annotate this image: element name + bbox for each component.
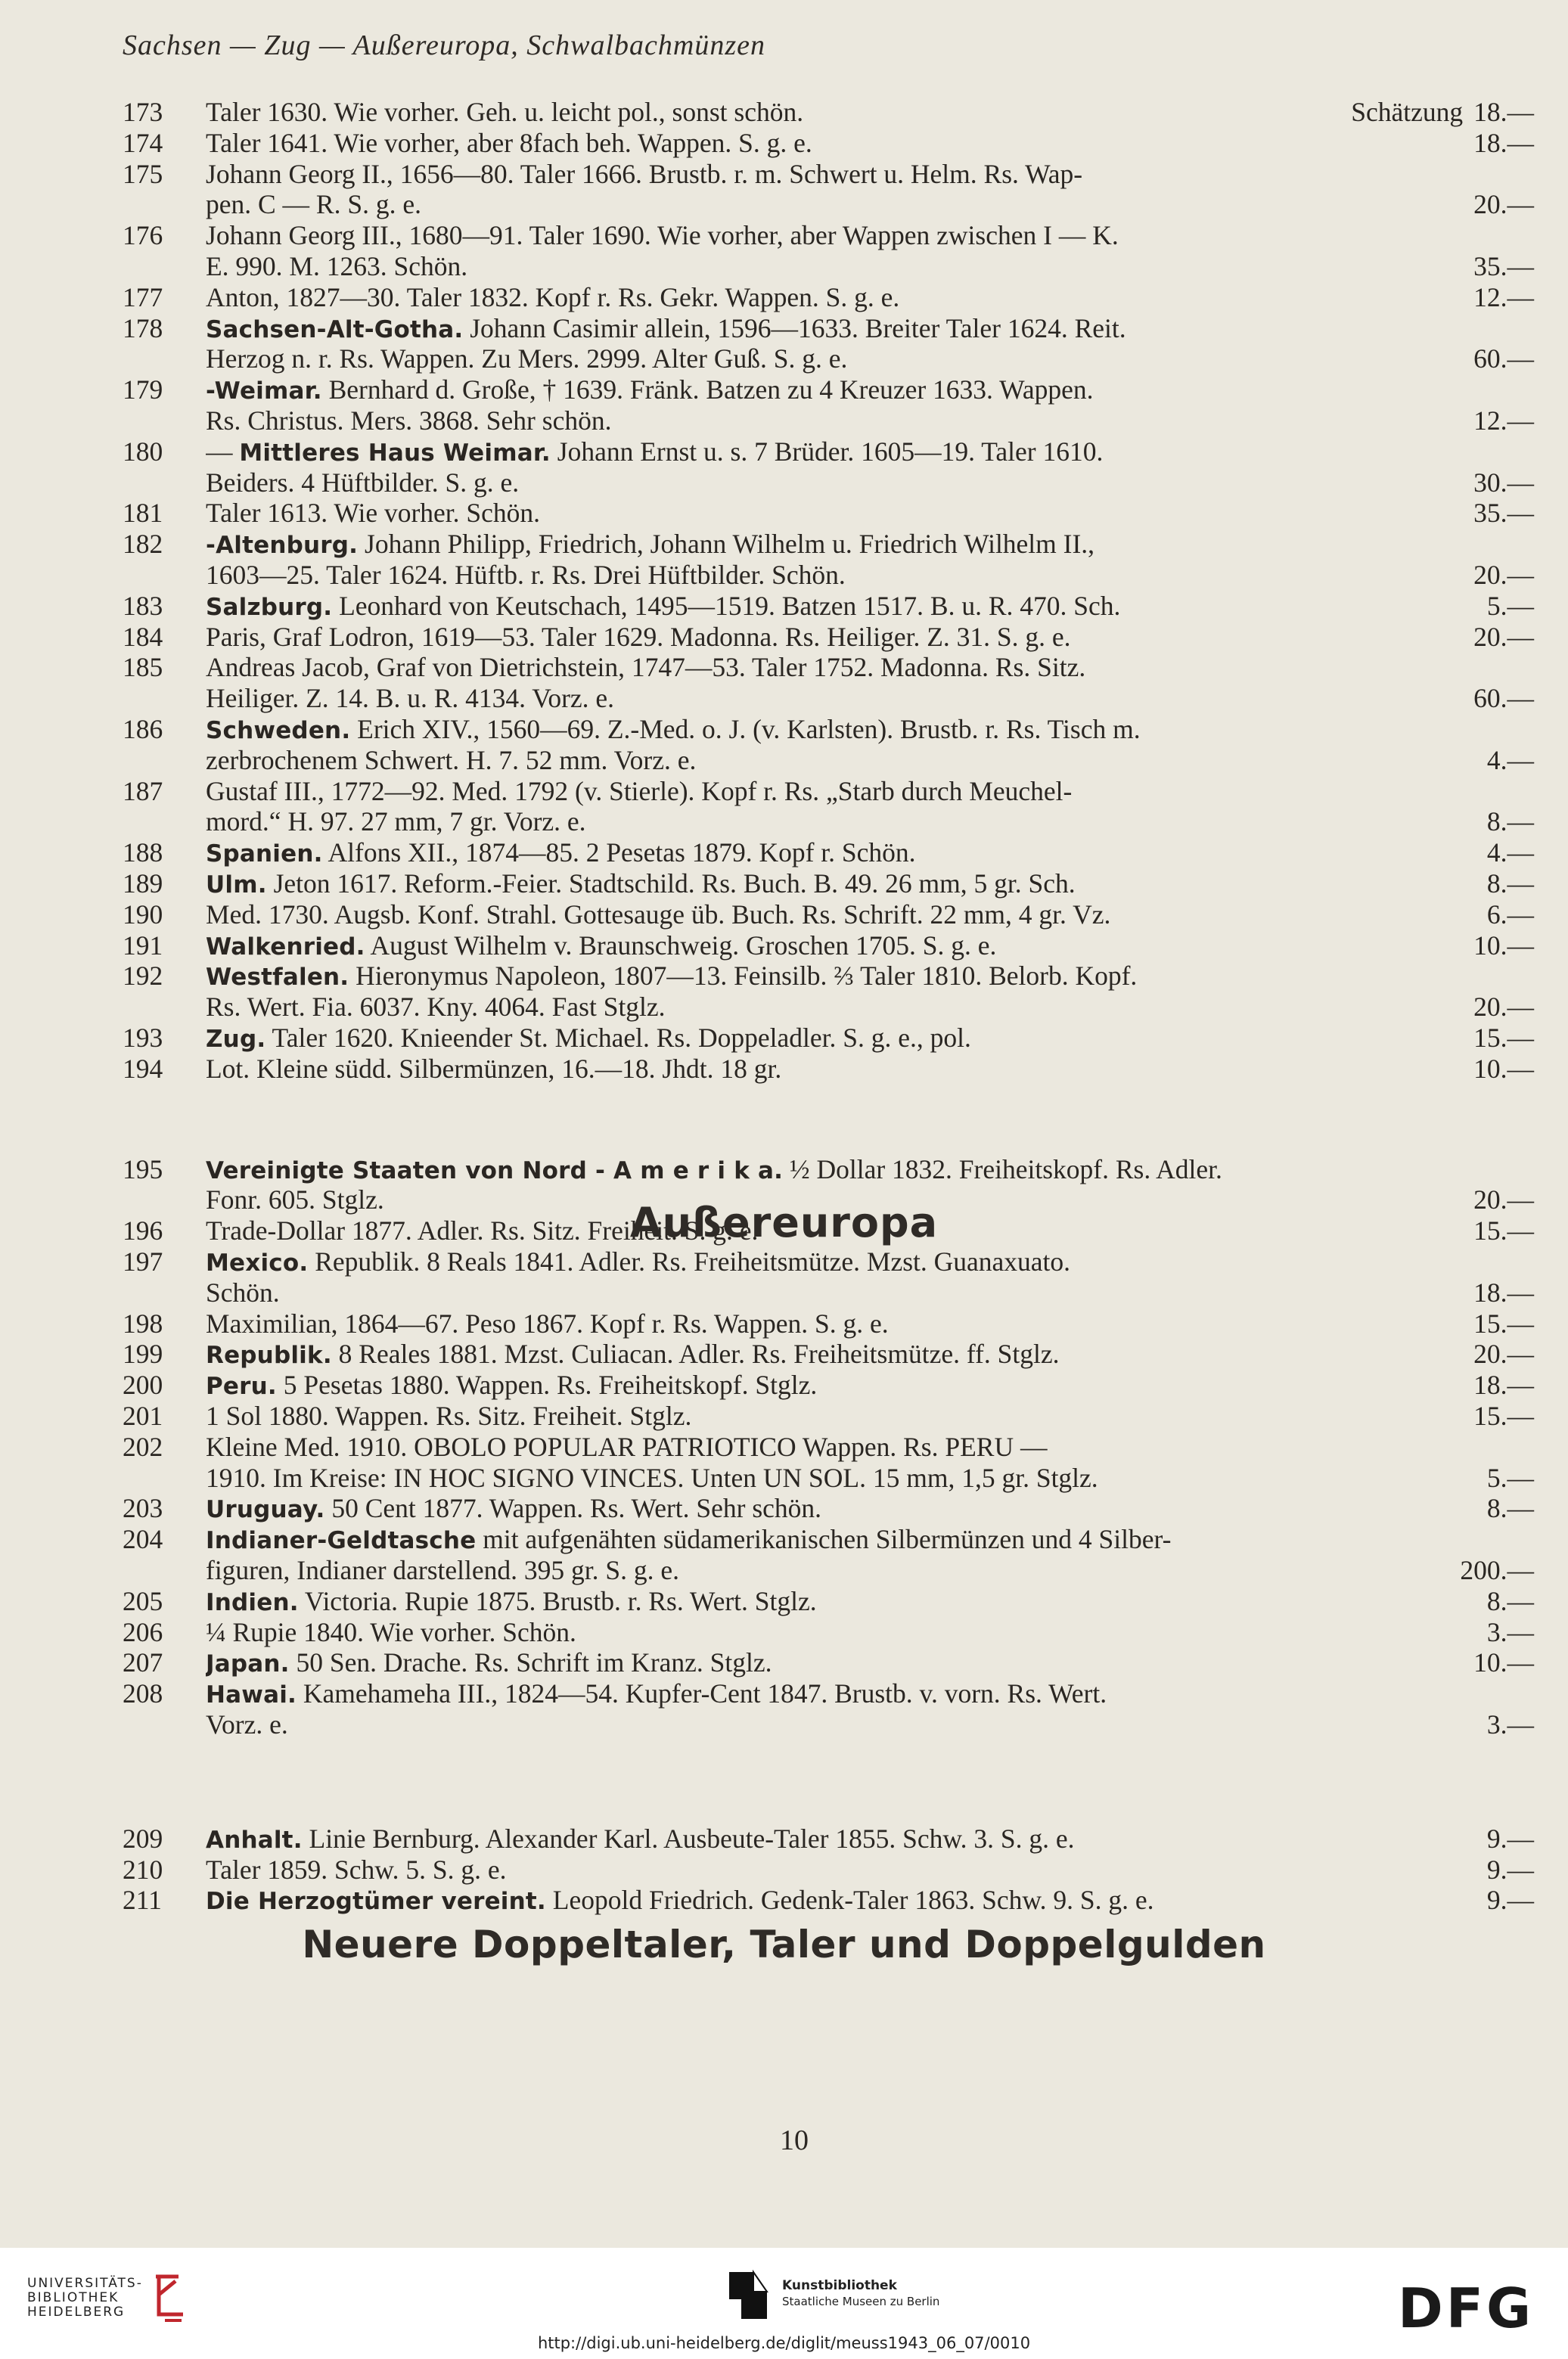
- lot-heading: Mittleres Haus Weimar.: [239, 439, 551, 467]
- lot-description: [206, 560, 1463, 590]
- lot-text: Schön.: [206, 1277, 280, 1308]
- lot-price: 8.—: [1486, 1493, 1534, 1524]
- lot-entry: [123, 714, 1534, 744]
- lot-number: 189: [123, 868, 163, 899]
- lot-price: 9.—: [1486, 1854, 1534, 1885]
- lot-text: Johann Ernst u. s. 7 Brüder. 1605—19. Taler 1610.: [550, 436, 1104, 467]
- lot-entry: [123, 1246, 1534, 1277]
- lot-entry: [123, 529, 1534, 560]
- lot-entry: [123, 930, 1534, 961]
- lot-number: 211: [123, 1885, 162, 1916]
- lot-number: 190: [123, 899, 163, 930]
- lot-text: Lot. Kleine südd. Silbermünzen, 16.—18. Jhdt. 18 gr.: [206, 1053, 782, 1084]
- lot-price: 6.—: [1486, 899, 1534, 930]
- lot-text: 50 Sen. Drache. Rs. Schrift im Kranz. Stglz.: [289, 1647, 772, 1678]
- lot-price: 18.—: [1473, 97, 1534, 127]
- lot-description: [206, 405, 1463, 436]
- lot-text: Erich XIV., 1560—69. Z.-Med. o. J. (v. Karlsten). Brustb. r. Rs. Tisch m.: [350, 714, 1141, 744]
- lot-entry: [123, 97, 1534, 127]
- lot-number: 202: [123, 1431, 163, 1462]
- lot-number: 195: [123, 1153, 163, 1184]
- lot-text: ¼ Rupie 1840. Wie vorher. Schön.: [206, 1616, 576, 1647]
- lot-text: Fonr. 605. Stglz.: [206, 1184, 384, 1215]
- lot-text: Anton, 1827—30. Taler 1832. Kopf r. Rs. Gekr. Wappen. S. g. e.: [206, 281, 900, 312]
- lot-text: Maximilian, 1864—67. Peso 1867. Kopf r. Rs. Wappen. S. g. e.: [206, 1308, 889, 1339]
- section-heading-ausser: Außereuropa: [629, 1199, 939, 1246]
- lot-entry: [123, 899, 1534, 930]
- lot-price: 4.—: [1486, 744, 1534, 775]
- lot-description: [206, 868, 1476, 900]
- lot-description: [206, 159, 1534, 189]
- kunstbibliothek-title: Kunstbibliothek: [782, 2278, 897, 2293]
- lot-text: Rs. Christus. Mers. 3868. Sehr schön.: [206, 405, 612, 436]
- section-heading-neuere: Neuere Doppeltaler, Taler und Doppelgulden: [302, 1923, 1266, 1966]
- lot-price: 60.—: [1473, 343, 1534, 374]
- lot-entry: [123, 837, 1534, 868]
- lot-text: Taler 1613. Wie vorher. Schön.: [206, 498, 541, 529]
- running-head: Sachsen — Zug — Außereuropa, Schwalbachmünzen: [123, 29, 765, 61]
- lot-description: [206, 1647, 1463, 1679]
- lot-price: 5.—: [1486, 1462, 1534, 1493]
- lot-entry: [123, 1678, 1534, 1709]
- lot-text: Johann Casimir allein, 1596—1633. Breiter Taler 1624. Reit.: [463, 312, 1126, 343]
- lot-entry-continuation: [206, 1709, 1534, 1740]
- lot-description: [206, 282, 1463, 312]
- lot-number: 208: [123, 1678, 163, 1709]
- lot-number: 199: [123, 1339, 163, 1370]
- lot-price: 30.—: [1473, 467, 1534, 498]
- lot-description: [206, 714, 1534, 746]
- lot-price: 35.—: [1473, 498, 1534, 529]
- lot-price: 18.—: [1473, 1277, 1534, 1308]
- lot-heading: Walkenried.: [206, 933, 365, 961]
- lot-price: 9.—: [1486, 1885, 1534, 1916]
- lot-entry: [123, 1885, 1534, 1916]
- lot-price: 10.—: [1473, 930, 1534, 961]
- lot-entry: [123, 1053, 1534, 1084]
- lot-heading: Westfalen.: [206, 964, 349, 992]
- footer-bar: [0, 2248, 1568, 2359]
- lot-price: 20.—: [1473, 1339, 1534, 1370]
- lot-text: 8 Reales 1881. Mzst. Culiacan. Adler. Rs. Freiheitsmütze. ff. Stglz.: [331, 1339, 1060, 1370]
- lot-description: [206, 467, 1463, 498]
- lot-number: 206: [123, 1616, 163, 1647]
- lot-price: 8.—: [1486, 868, 1534, 899]
- lot-entry: [123, 1493, 1534, 1524]
- lot-heading: Republik.: [206, 1342, 332, 1370]
- dfg-logo: DFG: [1398, 2277, 1535, 2340]
- lot-text: Leonhard von Keutschach, 1495—1519. Batzen 1517. B. u. R. 470. Sch.: [332, 590, 1121, 621]
- lot-description: [206, 313, 1534, 345]
- lot-price: 60.—: [1473, 683, 1534, 714]
- lot-number: 181: [123, 498, 163, 529]
- lot-number: 179: [123, 374, 163, 405]
- lot-number: 200: [123, 1370, 163, 1401]
- lot-description: [206, 1824, 1476, 1855]
- lot-number: 210: [123, 1854, 163, 1885]
- lot-description: [206, 1678, 1534, 1710]
- lot-description: [206, 776, 1534, 806]
- lot-entry: [123, 1339, 1534, 1370]
- lot-number: 178: [123, 312, 163, 343]
- lot-description: [206, 436, 1534, 468]
- lot-price: 20.—: [1473, 1184, 1534, 1215]
- lot-text: mit aufgenähten südamerikanischen Silbermünzen und 4 Silber-: [476, 1524, 1172, 1555]
- lot-number: 198: [123, 1308, 163, 1339]
- lot-text: Leopold Friedrich. Gedenk-Taler 1863. Schw. 9. S. g. e.: [545, 1885, 1154, 1916]
- lot-text: Med. 1730. Augsb. Konf. Strahl. Gottesauge üb. Buch. Rs. Schrift. 22 mm, 4 gr. Vz.: [206, 899, 1111, 930]
- lot-heading: Hawai.: [206, 1681, 297, 1709]
- lot-price: 10.—: [1473, 1647, 1534, 1678]
- lot-entry: [123, 1153, 1534, 1184]
- lot-text: Andreas Jacob, Graf von Dietrichstein, 1747—53. Taler 1752. Madonna. Rs. Sitz.: [206, 652, 1086, 683]
- lot-description: [206, 1339, 1463, 1370]
- lot-price: 35.—: [1473, 251, 1534, 281]
- lot-number: 192: [123, 961, 163, 992]
- lot-entry-continuation: [206, 1463, 1534, 1493]
- lot-heading: Japan.: [206, 1650, 290, 1678]
- lot-text: Beiders. 4 Hüftbilder. S. g. e.: [206, 467, 520, 498]
- university-label-line: BIBLIOTHEK: [27, 2290, 120, 2305]
- lot-number: 197: [123, 1246, 163, 1277]
- kunstbibliothek-logo-icon: [726, 2269, 770, 2322]
- lot-text: Republik. 8 Reals 1841. Adler. Rs. Freiheitsmütze. Mzst. Guanaxuato.: [308, 1246, 1071, 1277]
- lot-description: [206, 1246, 1534, 1278]
- lot-description: [206, 1855, 1476, 1885]
- lot-number: 193: [123, 1023, 163, 1053]
- lot-price: 8.—: [1486, 1585, 1534, 1616]
- lot-text: 1603—25. Taler 1624. Hüftb. r. Rs. Drei Hüftbilder. Schön.: [206, 560, 846, 590]
- lot-price: 15.—: [1473, 1023, 1534, 1053]
- lot-text: Taler 1630. Wie vorher. Geh. u. leicht pol., sonst schön.: [206, 97, 804, 127]
- lot-text: Heiliger. Z. 14. B. u. R. 4134. Vorz. e.: [206, 683, 615, 714]
- lot-text: Johann Georg III., 1680—91. Taler 1690. Wie vorher, aber Wappen zwischen I — K.: [206, 220, 1119, 251]
- lot-heading: Spanien.: [206, 840, 323, 868]
- lot-text: Rs. Wert. Fia. 6037. Kny. 4064. Fast Stglz.: [206, 992, 666, 1023]
- lot-text: figuren, Indianer darstellend. 395 gr. S. g. e.: [206, 1555, 680, 1585]
- lot-entry: [123, 590, 1534, 621]
- lot-text: —: [206, 436, 240, 467]
- lot-entry-continuation: [206, 343, 1534, 374]
- lot-text: 1 Sol 1880. Wappen. Rs. Sitz. Freiheit. Stglz.: [206, 1401, 692, 1431]
- lot-number: 176: [123, 220, 163, 251]
- lot-description: [206, 961, 1534, 992]
- lot-entry: [123, 961, 1534, 992]
- lot-price: 20.—: [1473, 992, 1534, 1023]
- lot-price: 4.—: [1486, 837, 1534, 868]
- lot-text: Johann Georg II., 1656—80. Taler 1666. Brustb. r. m. Schwert u. Helm. Rs. Wap-: [206, 158, 1083, 189]
- lot-description: [206, 1023, 1463, 1054]
- lot-description: [206, 837, 1476, 869]
- lot-text: pen. C — R. S. g. e.: [206, 189, 421, 220]
- lot-entry: [123, 652, 1534, 683]
- lot-number: 174: [123, 127, 163, 158]
- lot-text: E. 990. M. 1263. Schön.: [206, 251, 468, 281]
- lot-text: Taler 1859. Schw. 5. S. g. e.: [206, 1854, 507, 1885]
- lot-price: 20.—: [1473, 560, 1534, 590]
- lot-text: Vorz. e.: [206, 1709, 288, 1740]
- lot-price: 10.—: [1473, 1053, 1534, 1084]
- lot-heading: Schweden.: [206, 717, 351, 744]
- lot-description: [206, 1370, 1463, 1401]
- lot-description: [206, 1054, 1463, 1084]
- lot-price: 200.—: [1460, 1555, 1534, 1585]
- lot-heading: Sachsen-Alt-Gotha.: [206, 315, 464, 343]
- lot-description: [206, 806, 1476, 837]
- lot-description: [206, 622, 1463, 652]
- lot-description: [206, 1277, 1463, 1308]
- lot-text: Taler 1641. Wie vorher, aber 8fach beh. Wappen. S. g. e.: [206, 127, 812, 158]
- lot-price: 20.—: [1473, 621, 1534, 652]
- lot-entry: [123, 1585, 1534, 1616]
- lot-text: 1910. Im Kreise: IN HOC SIGNO VINCES. Unten UN SOL. 15 mm, 1,5 gr. Stglz.: [206, 1462, 1098, 1493]
- lot-text: Linie Bernburg. Alexander Karl. Ausbeute-Taler 1855. Schw. 3. S. g. e.: [302, 1823, 1075, 1854]
- lot-number: 185: [123, 652, 163, 683]
- lot-text: Victoria. Rupie 1875. Brustb. r. Rs. Wert. Stglz.: [298, 1585, 817, 1616]
- lot-price: 18.—: [1473, 1370, 1534, 1401]
- lot-text: Herzog n. r. Rs. Wappen. Zu Mers. 2999. Alter Guß. S. g. e.: [206, 343, 848, 374]
- university-label-line: HEIDELBERG: [27, 2305, 126, 2320]
- source-url-link[interactable]: http://digi.ub.uni-heidelberg.de/diglit/meuss1943_06_07/0010: [537, 2334, 1031, 2352]
- lot-entry: [123, 158, 1534, 189]
- lot-description: [206, 374, 1534, 406]
- lot-entry-continuation: [206, 745, 1534, 775]
- lot-entry: [123, 621, 1534, 652]
- lot-entry-continuation: [206, 560, 1534, 590]
- lot-description: [206, 128, 1463, 158]
- lot-entry: [123, 436, 1534, 467]
- lot-text: ½ Dollar 1832. Freiheitskopf. Rs. Adler.: [783, 1153, 1222, 1184]
- lot-number: 205: [123, 1585, 163, 1616]
- lot-text: Bernhard d. Große, † 1639. Fränk. Batzen zu 4 Kreuzer 1633. Wappen.: [321, 374, 1094, 405]
- lot-heading: Indianer-Geldtasche: [206, 1527, 477, 1555]
- lot-description: [206, 1154, 1534, 1186]
- lot-heading: Ulm.: [206, 871, 267, 899]
- lot-description: [206, 97, 1340, 127]
- lot-price: 3.—: [1486, 1709, 1534, 1740]
- lot-description: [206, 189, 1463, 219]
- lot-description: [206, 683, 1463, 713]
- lot-number: 184: [123, 621, 163, 652]
- lot-heading: -Weimar.: [206, 377, 322, 405]
- lot-description: [206, 1885, 1476, 1917]
- lot-entry: [123, 281, 1534, 312]
- lot-entry-continuation: [206, 405, 1534, 436]
- lot-number: 186: [123, 714, 163, 744]
- lot-entry: [123, 1854, 1534, 1885]
- lot-number: 188: [123, 837, 163, 868]
- lot-description: [206, 529, 1534, 560]
- estimate-label: Schätzung: [1351, 97, 1464, 127]
- lot-price: 15.—: [1473, 1401, 1534, 1431]
- lot-description: [206, 992, 1463, 1022]
- lot-description: [206, 899, 1476, 930]
- lot-description: [206, 1586, 1476, 1618]
- lot-entry-continuation: [206, 1277, 1534, 1308]
- lot-text: 5 Pesetas 1880. Wappen. Rs. Freiheitskopf. Stglz.: [276, 1370, 818, 1401]
- lot-text: Kleine Med. 1910. OBOLO POPULAR PATRIOTICO Wappen. Rs. PERU —: [206, 1431, 1048, 1462]
- lot-entry-continuation: [206, 992, 1534, 1022]
- lot-heading: Salzburg.: [206, 593, 333, 621]
- lot-text: Taler 1620. Knieender St. Michael. Rs. Doppeladler. S. g. e., pol.: [265, 1023, 971, 1053]
- lot-description: [206, 1524, 1534, 1556]
- lot-description: [206, 498, 1463, 528]
- lot-description: [206, 251, 1463, 281]
- lot-number: 194: [123, 1053, 163, 1084]
- lot-number: 209: [123, 1823, 163, 1854]
- lot-entry: [123, 1647, 1534, 1678]
- lot-entry: [123, 1023, 1534, 1053]
- lot-number: 177: [123, 281, 163, 312]
- lot-number: 203: [123, 1493, 163, 1524]
- lot-description: [206, 1709, 1476, 1740]
- lot-description: [206, 1401, 1463, 1431]
- lot-description: [206, 1308, 1463, 1339]
- lot-entry: [123, 1308, 1534, 1339]
- lot-heading: Indien.: [206, 1588, 299, 1616]
- lot-number: 204: [123, 1524, 163, 1555]
- lot-number: 180: [123, 436, 163, 467]
- lot-price: 20.—: [1473, 189, 1534, 220]
- lot-description: [206, 930, 1463, 962]
- lot-price: 3.—: [1486, 1616, 1534, 1647]
- lot-price: 15.—: [1473, 1215, 1534, 1246]
- lot-text: Alfons XII., 1874—85. 2 Pesetas 1879. Kopf r. Schön.: [322, 837, 916, 868]
- lot-entry: [123, 498, 1534, 529]
- lot-number: 196: [123, 1215, 163, 1246]
- lot-text: Kamehameha III., 1824—54. Kupfer-Cent 1847. Brustb. v. vorn. Rs. Wert.: [297, 1678, 1107, 1709]
- lot-price: 8.—: [1486, 806, 1534, 837]
- lot-description: [206, 745, 1476, 775]
- lot-description: [206, 1463, 1476, 1493]
- lot-number: 173: [123, 97, 163, 127]
- lot-heading: Peru.: [206, 1373, 277, 1401]
- lot-entry-continuation: [206, 189, 1534, 219]
- lot-heading: -Altenburg.: [206, 532, 359, 560]
- lot-entry-continuation: [206, 1555, 1534, 1585]
- lot-text: Jeton 1617. Reform.-Feier. Stadtschild. Rs. Buch. B. 49. 26 mm, 5 gr. Sch.: [266, 868, 1076, 899]
- lot-entry-continuation: [206, 251, 1534, 281]
- lot-heading: Anhalt.: [206, 1826, 303, 1854]
- lot-number: 175: [123, 158, 163, 189]
- lot-text: zerbrochenem Schwert. H. 7. 52 mm. Vorz. e.: [206, 744, 697, 775]
- lot-entry-continuation: [206, 683, 1534, 713]
- university-logo-icon: [148, 2272, 191, 2326]
- lot-entry-continuation: [206, 806, 1534, 837]
- kunstbibliothek-subtitle: Staatliche Museen zu Berlin: [782, 2295, 940, 2308]
- lot-entry: [123, 868, 1534, 899]
- lot-price: 12.—: [1473, 405, 1534, 436]
- lot-heading: Uruguay.: [206, 1496, 325, 1524]
- lot-description: [206, 343, 1463, 374]
- lot-description: [206, 652, 1534, 682]
- lot-entry: [123, 220, 1534, 251]
- lot-description: [206, 591, 1476, 622]
- lot-text: Hieronymus Napoleon, 1807—13. Feinsilb. ⅔ Taler 1810. Belorb. Kopf.: [349, 961, 1138, 992]
- lot-entry: [123, 775, 1534, 806]
- lot-entry-continuation: [206, 467, 1534, 498]
- lot-heading: Die Herzogtümer vereint.: [206, 1888, 546, 1916]
- page-number: 10: [780, 2125, 809, 2156]
- lot-number: 182: [123, 529, 163, 560]
- lot-heading: Mexico.: [206, 1249, 309, 1277]
- lot-text: August Wilhelm v. Braunschweig. Groschen 1705. S. g. e.: [365, 930, 997, 961]
- lot-entry: [123, 1431, 1534, 1462]
- lot-text: mord.“ H. 97. 27 mm, 7 gr. Vorz. e.: [206, 806, 586, 837]
- lot-text: Trade-Dollar 1877. Adler. Rs. Sitz. Freiheit. S. g. e.: [206, 1215, 759, 1246]
- lot-entry: [123, 1401, 1534, 1431]
- lot-number: 183: [123, 590, 163, 621]
- lot-number: 191: [123, 930, 163, 961]
- lot-heading: Vereinigte Staaten von Nord - A m e r i k a.: [206, 1156, 784, 1184]
- lot-description: [206, 1432, 1534, 1462]
- lot-entry: [123, 1823, 1534, 1854]
- lot-description: [206, 1617, 1476, 1647]
- university-label-line: UNIVERSITÄTS-: [27, 2276, 143, 2291]
- lot-description: [206, 1493, 1476, 1525]
- lot-entry: [123, 312, 1534, 343]
- lot-price: 15.—: [1473, 1308, 1534, 1339]
- lot-text: 50 Cent 1877. Wappen. Rs. Wert. Sehr schön.: [324, 1493, 822, 1524]
- lot-entry: [123, 127, 1534, 158]
- lot-price: 5.—: [1486, 590, 1534, 621]
- university-library-label: [27, 2277, 143, 2320]
- lot-entry: [123, 1370, 1534, 1401]
- lot-price: 9.—: [1486, 1823, 1534, 1854]
- lot-entry: [123, 374, 1534, 405]
- lot-entry: [123, 1524, 1534, 1555]
- lot-number: 207: [123, 1647, 163, 1678]
- lot-number: 187: [123, 775, 163, 806]
- lot-description: [206, 1555, 1449, 1585]
- lot-number: 201: [123, 1401, 163, 1431]
- lot-entry: [123, 1616, 1534, 1647]
- kunstbibliothek-label: [782, 2278, 939, 2308]
- lot-text: Gustaf III., 1772—92. Med. 1792 (v. Stierle). Kopf r. Rs. „Starb durch Meuchel-: [206, 775, 1073, 806]
- lot-text: Johann Philipp, Friedrich, Johann Wilhelm u. Friedrich Wilhelm II.,: [358, 529, 1095, 560]
- lot-heading: Zug.: [206, 1026, 266, 1053]
- lot-description: [206, 220, 1534, 250]
- lot-price: 12.—: [1473, 281, 1534, 312]
- lot-text: Paris, Graf Lodron, 1619—53. Taler 1629. Madonna. Rs. Heiliger. Z. 31. S. g. e.: [206, 621, 1071, 652]
- lot-price: 18.—: [1473, 127, 1534, 158]
